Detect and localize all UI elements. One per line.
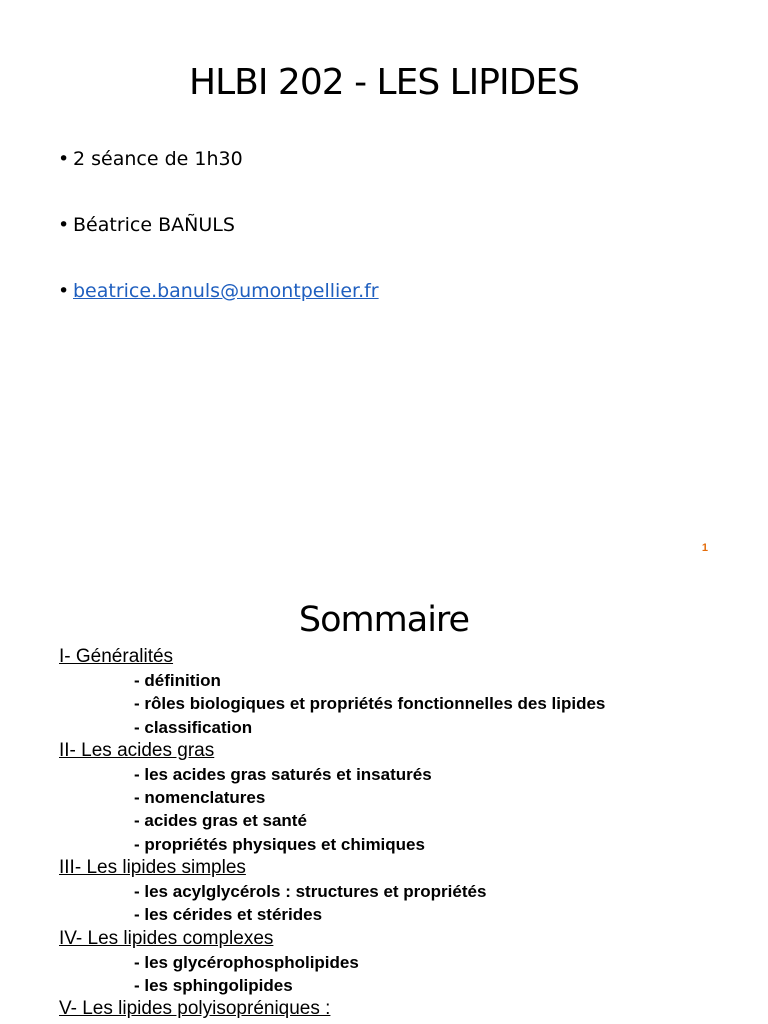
toc-subitem: - les sphingolipides bbox=[134, 975, 293, 995]
toc-subitem: - nomenclatures bbox=[134, 788, 266, 808]
toc-subitem: - les cérides et stérides bbox=[134, 905, 323, 925]
bullet-dot: • bbox=[58, 280, 70, 302]
page-number: 1 bbox=[701, 542, 708, 554]
summary-title: Sommaire bbox=[298, 600, 470, 640]
bullet-author bbox=[58, 212, 379, 278]
toc-subitem: - propriétés physiques et chimiques bbox=[134, 834, 425, 854]
bullet-list bbox=[58, 146, 379, 344]
email-link[interactable]: beatrice.banuls@umontpellier.fr bbox=[73, 280, 379, 302]
toc-subitem: - les glycérophospholipides bbox=[134, 952, 359, 972]
toc-section-heading: IV- Les lipides complexes bbox=[59, 927, 274, 949]
toc-section-heading: III- Les lipides simples bbox=[59, 857, 246, 879]
slide-summary bbox=[0, 580, 768, 1024]
bullet-dot: • bbox=[58, 148, 70, 170]
toc-subitem: - rôles biologiques et propriétés fonctionnelles des lipides bbox=[134, 694, 606, 714]
toc-section-heading: I- Généralités bbox=[59, 646, 174, 667]
bullet-author-text: Béatrice BAÑULS bbox=[73, 214, 235, 236]
toc-section-heading: II- Les acides gras bbox=[59, 739, 215, 761]
toc-subitem: - les acides gras saturés et insaturés bbox=[134, 764, 432, 784]
bullet-dot: • bbox=[58, 214, 70, 236]
toc-section-heading: V- Les lipides polyisopréniques : bbox=[59, 998, 331, 1020]
bullet-sessions-text: 2 séance de 1h30 bbox=[73, 148, 243, 170]
slide-title-heading: HLBI 202 - LES LIPIDES bbox=[189, 62, 579, 103]
bullet-sessions bbox=[58, 146, 379, 212]
bullet-email bbox=[58, 278, 379, 344]
table-of-contents bbox=[59, 645, 605, 1021]
toc-subitem: - acides gras et santé bbox=[134, 811, 307, 831]
toc-subitem: - classification bbox=[134, 717, 253, 737]
toc-subitem: - définition bbox=[134, 671, 221, 690]
toc-subitem: - les acylglycérols : structures et propriétés bbox=[134, 882, 487, 902]
